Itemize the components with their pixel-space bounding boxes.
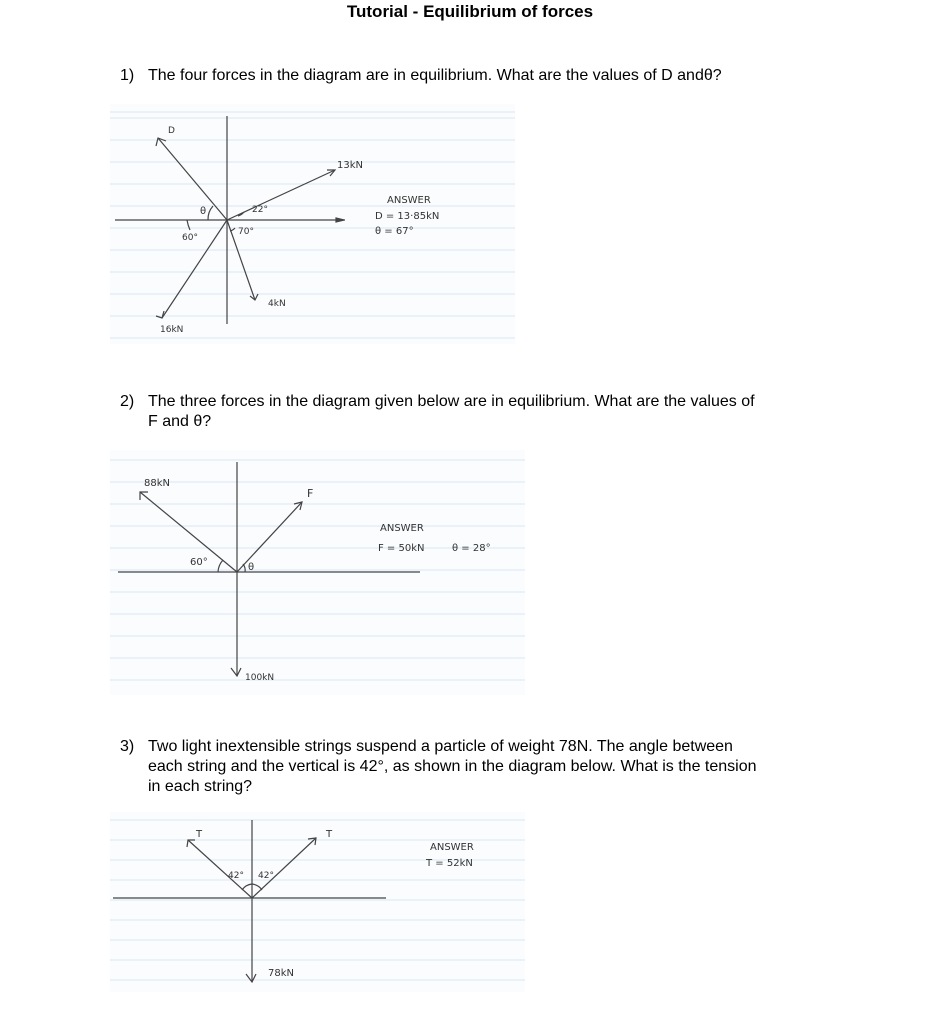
answer-line-1: F = 50kN (378, 543, 425, 554)
label-d: D (168, 126, 175, 136)
label-22deg: 22° (252, 205, 268, 215)
label-theta: θ (200, 206, 207, 217)
answer-line-1: D = 13·85kN (375, 211, 440, 222)
question-text-line-3: in each string? (148, 778, 253, 795)
question-number: 1) (120, 67, 135, 84)
label-t-left: T (196, 829, 203, 840)
label-60deg: 60° (182, 233, 198, 243)
question-text-line-1: The three forces in the diagram given below are in equilibrium. What are the values of (148, 393, 755, 410)
answer-line-2: θ = 67° (375, 226, 414, 237)
answer-line-2: θ = 28° (452, 543, 491, 554)
label-70deg: 70° (238, 227, 254, 237)
question-text: The four forces in the diagram are in equilibrium. What are the values of D andθ? (148, 67, 722, 84)
answer-heading: ANSWER (387, 195, 431, 206)
label-42deg-right: 42° (258, 871, 274, 881)
answer-heading: ANSWER (430, 842, 474, 853)
question-number: 2) (120, 393, 135, 410)
question-number: 3) (120, 738, 135, 755)
question-text-line-2: each string and the vertical is 42°, as shown in the diagram below. What is the tension (148, 758, 757, 775)
label-13kn: 13kN (337, 160, 363, 171)
label-100kn: 100kN (245, 673, 275, 683)
question-2 (120, 392, 840, 432)
question-3 (120, 737, 840, 797)
label-60deg: 60° (190, 557, 208, 568)
label-theta: θ (248, 562, 255, 573)
question-text-line-1: Two light inextensible strings suspend a particle of weight 78N. The angle between (148, 738, 733, 755)
diagram-1 (110, 104, 515, 344)
answer-heading: ANSWER (380, 523, 424, 534)
page-title: Tutorial - Equilibrium of forces (346, 2, 594, 21)
label-88kn: 88kN (144, 478, 170, 489)
question-text-line-2: F and θ? (148, 413, 212, 430)
label-4kn: 4kN (268, 299, 286, 309)
label-t-right: T (326, 829, 333, 840)
label-f: F (307, 487, 314, 500)
answer-line-1: T = 52kN (426, 858, 473, 869)
label-42deg-left: 42° (228, 871, 244, 881)
label-16kn: 16kN (160, 325, 184, 335)
diagram-2 (110, 450, 525, 695)
diagram-3 (110, 812, 525, 992)
label-78kn: 78kN (268, 968, 294, 979)
